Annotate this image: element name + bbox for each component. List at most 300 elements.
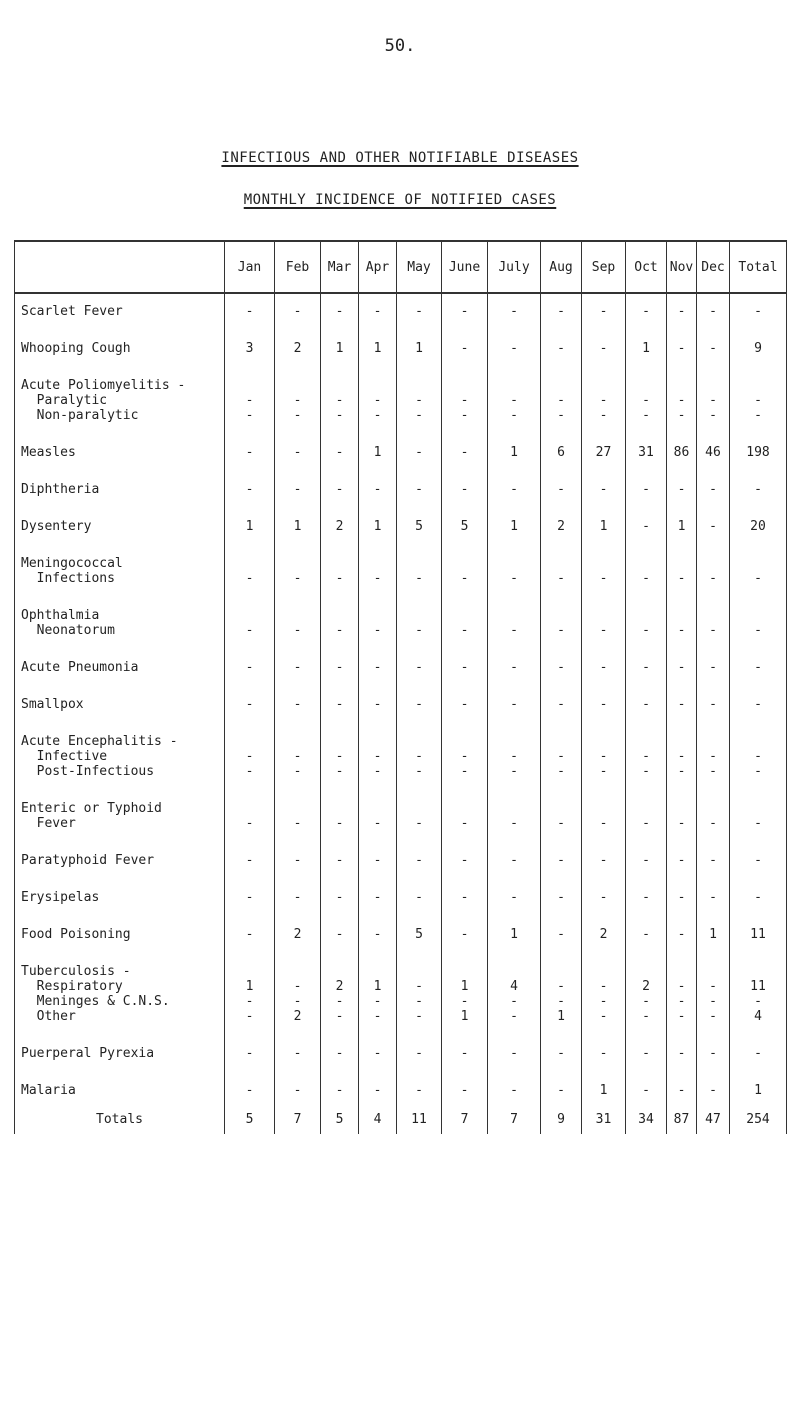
cell-nov: - — [667, 638, 697, 675]
cell-jan: - — [225, 905, 275, 942]
cell-sep — [582, 942, 626, 979]
cell-dec: - — [697, 393, 730, 408]
cell-june: - — [442, 623, 488, 638]
cell-dec: - — [697, 816, 730, 831]
cell-aug: - — [541, 393, 582, 408]
cell-total: 11 — [730, 979, 787, 994]
cell-july: 4 — [488, 979, 541, 994]
cell-apr: 1 — [359, 497, 397, 534]
cell-dec: - — [697, 571, 730, 586]
cell-total: 9 — [730, 319, 787, 356]
cell-feb: - — [275, 623, 321, 638]
cell-dec: - — [697, 675, 730, 712]
table-row — [15, 1024, 787, 1061]
cell-july — [488, 779, 541, 816]
cell-total: 1 — [730, 1061, 787, 1104]
cell-nov: - — [667, 905, 697, 942]
table-row — [15, 423, 787, 460]
cell-jan — [225, 942, 275, 979]
cell-apr: 1 — [359, 423, 397, 460]
cell-apr: - — [359, 623, 397, 638]
cell-feb: - — [275, 638, 321, 675]
disease-label: Ophthalmia — [15, 586, 225, 623]
cell-feb: - — [275, 749, 321, 764]
cell-july: - — [488, 408, 541, 423]
cell-july: - — [488, 816, 541, 831]
total-aug: 9 — [541, 1104, 582, 1134]
cell-feb — [275, 534, 321, 571]
cell-aug: - — [541, 1061, 582, 1104]
table-row — [15, 497, 787, 534]
cell-jan: - — [225, 994, 275, 1009]
cell-apr — [359, 534, 397, 571]
column-header-oct: Oct — [626, 241, 667, 293]
disease-label: Fever — [15, 816, 225, 831]
cell-may: - — [397, 460, 442, 497]
cell-dec: - — [697, 749, 730, 764]
cell-oct: - — [626, 623, 667, 638]
cell-june — [442, 356, 488, 393]
cell-jan: - — [225, 1061, 275, 1104]
document-subtitle — [0, 192, 800, 208]
table-row — [15, 749, 787, 764]
cell-may: - — [397, 675, 442, 712]
cell-july: 1 — [488, 497, 541, 534]
cell-nov: 1 — [667, 497, 697, 534]
cell-may — [397, 534, 442, 571]
cell-may: - — [397, 979, 442, 994]
disease-label: Erysipelas — [15, 868, 225, 905]
cell-aug — [541, 534, 582, 571]
cell-total: - — [730, 1024, 787, 1061]
cell-june: - — [442, 816, 488, 831]
cell-june: 5 — [442, 497, 488, 534]
cell-aug: - — [541, 816, 582, 831]
cell-total: - — [730, 764, 787, 779]
column-header-july: July — [488, 241, 541, 293]
cell-nov — [667, 712, 697, 749]
cell-nov: - — [667, 675, 697, 712]
cell-july: - — [488, 571, 541, 586]
cell-nov: - — [667, 293, 697, 319]
cell-nov: - — [667, 868, 697, 905]
cell-may: 5 — [397, 497, 442, 534]
cell-july — [488, 942, 541, 979]
cell-apr — [359, 779, 397, 816]
cell-july: - — [488, 994, 541, 1009]
cell-apr: - — [359, 749, 397, 764]
cell-total: - — [730, 638, 787, 675]
cell-may: - — [397, 831, 442, 868]
cell-may: 1 — [397, 319, 442, 356]
cell-mar — [321, 586, 359, 623]
cell-aug: - — [541, 764, 582, 779]
table-row — [15, 816, 787, 831]
disease-label: Diphtheria — [15, 460, 225, 497]
table-row — [15, 623, 787, 638]
cell-total: - — [730, 816, 787, 831]
cell-apr — [359, 942, 397, 979]
disease-label: Acute Pneumonia — [15, 638, 225, 675]
cell-nov: - — [667, 816, 697, 831]
cell-aug: - — [541, 623, 582, 638]
table-row — [15, 942, 787, 979]
cell-apr: - — [359, 675, 397, 712]
cell-may: - — [397, 816, 442, 831]
cell-feb: - — [275, 1024, 321, 1061]
cell-feb: - — [275, 393, 321, 408]
disease-label: Whooping Cough — [15, 319, 225, 356]
cell-mar: - — [321, 675, 359, 712]
column-header-dec: Dec — [697, 241, 730, 293]
header-row — [15, 241, 787, 293]
cell-july — [488, 534, 541, 571]
table-row — [15, 1009, 787, 1024]
cell-feb: 2 — [275, 319, 321, 356]
cell-apr — [359, 586, 397, 623]
cell-apr: - — [359, 1009, 397, 1024]
cell-oct — [626, 712, 667, 749]
cell-june: - — [442, 319, 488, 356]
cell-sep: - — [582, 749, 626, 764]
cell-nov: - — [667, 979, 697, 994]
table-row — [15, 1061, 787, 1104]
cell-oct: - — [626, 816, 667, 831]
table-row — [15, 638, 787, 675]
cell-jan — [225, 534, 275, 571]
cell-dec: - — [697, 979, 730, 994]
cell-oct: - — [626, 905, 667, 942]
cell-dec — [697, 586, 730, 623]
cell-july: - — [488, 460, 541, 497]
total-mar: 5 — [321, 1104, 359, 1134]
cell-july: - — [488, 293, 541, 319]
column-header-may: May — [397, 241, 442, 293]
cell-mar — [321, 942, 359, 979]
cell-dec: - — [697, 1009, 730, 1024]
cell-feb: - — [275, 423, 321, 460]
disease-label: Food Poisoning — [15, 905, 225, 942]
cell-oct: - — [626, 460, 667, 497]
cell-may: - — [397, 423, 442, 460]
cell-sep: - — [582, 1009, 626, 1024]
cell-sep: - — [582, 675, 626, 712]
cell-oct — [626, 586, 667, 623]
cell-jan: - — [225, 675, 275, 712]
cell-total: - — [730, 460, 787, 497]
cell-aug: - — [541, 319, 582, 356]
cell-apr: - — [359, 816, 397, 831]
cell-feb: - — [275, 675, 321, 712]
cell-aug: - — [541, 831, 582, 868]
cell-nov — [667, 534, 697, 571]
cell-may — [397, 942, 442, 979]
incidence-table — [14, 240, 787, 1134]
cell-total: - — [730, 994, 787, 1009]
cell-june: - — [442, 393, 488, 408]
table-row — [15, 319, 787, 356]
cell-may: - — [397, 764, 442, 779]
cell-nov: - — [667, 994, 697, 1009]
cell-dec — [697, 779, 730, 816]
cell-may: - — [397, 994, 442, 1009]
cell-oct: - — [626, 497, 667, 534]
column-header-apr: Apr — [359, 241, 397, 293]
cell-oct — [626, 534, 667, 571]
cell-mar — [321, 356, 359, 393]
cell-sep: 27 — [582, 423, 626, 460]
cell-oct: 31 — [626, 423, 667, 460]
cell-total — [730, 779, 787, 816]
totals-label: Totals — [15, 1104, 225, 1134]
cell-mar: - — [321, 571, 359, 586]
column-header-nov: Nov — [667, 241, 697, 293]
cell-oct: - — [626, 1061, 667, 1104]
cell-feb — [275, 356, 321, 393]
cell-july: - — [488, 1061, 541, 1104]
cell-total: 20 — [730, 497, 787, 534]
cell-mar: - — [321, 749, 359, 764]
cell-oct: - — [626, 764, 667, 779]
cell-july: - — [488, 831, 541, 868]
cell-july: - — [488, 1009, 541, 1024]
cell-dec: - — [697, 623, 730, 638]
cell-may: - — [397, 408, 442, 423]
cell-june: - — [442, 764, 488, 779]
disease-label: Scarlet Fever — [15, 293, 225, 319]
cell-jan — [225, 779, 275, 816]
cell-total — [730, 586, 787, 623]
cell-may: - — [397, 393, 442, 408]
cell-aug: - — [541, 571, 582, 586]
cell-mar: 2 — [321, 979, 359, 994]
cell-jan: - — [225, 749, 275, 764]
cell-june — [442, 942, 488, 979]
disease-label: Malaria — [15, 1061, 225, 1104]
disease-label: Non-paralytic — [15, 408, 225, 423]
cell-nov: - — [667, 764, 697, 779]
cell-may: - — [397, 571, 442, 586]
header-blank — [15, 241, 225, 293]
table-row — [15, 460, 787, 497]
cell-sep: - — [582, 868, 626, 905]
cell-sep: - — [582, 979, 626, 994]
cell-dec: - — [697, 638, 730, 675]
cell-may: - — [397, 623, 442, 638]
cell-total: 11 — [730, 905, 787, 942]
cell-feb: - — [275, 460, 321, 497]
cell-aug: - — [541, 868, 582, 905]
disease-label: Post-Infectious — [15, 764, 225, 779]
cell-nov: - — [667, 1009, 697, 1024]
cell-mar: - — [321, 868, 359, 905]
cell-june: - — [442, 638, 488, 675]
cell-jan: - — [225, 293, 275, 319]
cell-dec: - — [697, 1061, 730, 1104]
cell-june: - — [442, 994, 488, 1009]
cell-july — [488, 712, 541, 749]
table-row — [15, 712, 787, 749]
disease-label: Acute Poliomyelitis - — [15, 356, 225, 393]
table-row — [15, 764, 787, 779]
column-header-sep: Sep — [582, 241, 626, 293]
cell-feb: - — [275, 816, 321, 831]
cell-sep: - — [582, 393, 626, 408]
cell-oct: - — [626, 408, 667, 423]
document-title — [0, 150, 800, 166]
cell-oct: - — [626, 749, 667, 764]
cell-aug — [541, 779, 582, 816]
cell-feb — [275, 779, 321, 816]
cell-jan — [225, 356, 275, 393]
cell-aug: 6 — [541, 423, 582, 460]
cell-aug — [541, 356, 582, 393]
cell-sep — [582, 534, 626, 571]
cell-dec — [697, 534, 730, 571]
cell-dec: - — [697, 764, 730, 779]
cell-sep: - — [582, 623, 626, 638]
cell-nov: - — [667, 319, 697, 356]
cell-nov: - — [667, 831, 697, 868]
document-title-text: INFECTIOUS AND OTHER NOTIFIABLE DISEASES — [221, 150, 579, 166]
total-oct: 34 — [626, 1104, 667, 1134]
cell-feb: 1 — [275, 497, 321, 534]
cell-dec — [697, 356, 730, 393]
cell-mar — [321, 712, 359, 749]
cell-oct: - — [626, 868, 667, 905]
table-row — [15, 831, 787, 868]
cell-apr: - — [359, 764, 397, 779]
cell-apr: 1 — [359, 319, 397, 356]
cell-june — [442, 712, 488, 749]
cell-oct: - — [626, 675, 667, 712]
table-row — [15, 979, 787, 994]
cell-apr: - — [359, 408, 397, 423]
cell-aug: - — [541, 460, 582, 497]
cell-dec: - — [697, 868, 730, 905]
disease-label: Paratyphoid Fever — [15, 831, 225, 868]
cell-dec: - — [697, 319, 730, 356]
cell-sep: 1 — [582, 1061, 626, 1104]
cell-mar: - — [321, 623, 359, 638]
cell-oct: 2 — [626, 979, 667, 994]
cell-may: - — [397, 638, 442, 675]
cell-july: 1 — [488, 905, 541, 942]
cell-mar — [321, 779, 359, 816]
table-row — [15, 868, 787, 905]
cell-oct — [626, 942, 667, 979]
cell-feb — [275, 586, 321, 623]
cell-sep: 1 — [582, 497, 626, 534]
cell-nov: - — [667, 623, 697, 638]
cell-oct: - — [626, 393, 667, 408]
cell-total: - — [730, 393, 787, 408]
cell-feb: 2 — [275, 905, 321, 942]
cell-apr: - — [359, 905, 397, 942]
cell-sep: - — [582, 831, 626, 868]
table-row — [15, 293, 787, 319]
cell-total: - — [730, 408, 787, 423]
cell-jan: - — [225, 638, 275, 675]
cell-sep: - — [582, 638, 626, 675]
total-sep: 31 — [582, 1104, 626, 1134]
cell-total — [730, 942, 787, 979]
column-header-feb: Feb — [275, 241, 321, 293]
cell-june: - — [442, 1061, 488, 1104]
cell-july — [488, 356, 541, 393]
disease-label: Puerperal Pyrexia — [15, 1024, 225, 1061]
cell-apr: - — [359, 393, 397, 408]
table-row — [15, 905, 787, 942]
cell-sep — [582, 586, 626, 623]
cell-jan — [225, 586, 275, 623]
cell-aug: - — [541, 408, 582, 423]
cell-aug: - — [541, 979, 582, 994]
cell-jan: - — [225, 623, 275, 638]
cell-june: - — [442, 749, 488, 764]
cell-may: 5 — [397, 905, 442, 942]
cell-oct — [626, 779, 667, 816]
column-header-total: Total — [730, 241, 787, 293]
cell-may: - — [397, 749, 442, 764]
total-dec: 47 — [697, 1104, 730, 1134]
cell-jan: - — [225, 571, 275, 586]
cell-dec — [697, 942, 730, 979]
cell-sep — [582, 356, 626, 393]
cell-dec: - — [697, 994, 730, 1009]
column-header-aug: Aug — [541, 241, 582, 293]
cell-aug: - — [541, 905, 582, 942]
disease-label: Neonatorum — [15, 623, 225, 638]
cell-oct: - — [626, 638, 667, 675]
cell-apr: - — [359, 1061, 397, 1104]
cell-july: - — [488, 638, 541, 675]
column-header-june: June — [442, 241, 488, 293]
cell-mar: 1 — [321, 319, 359, 356]
total-july: 7 — [488, 1104, 541, 1134]
cell-aug — [541, 712, 582, 749]
cell-aug: 2 — [541, 497, 582, 534]
cell-nov — [667, 356, 697, 393]
cell-june: - — [442, 571, 488, 586]
cell-aug — [541, 586, 582, 623]
disease-label: Meninges & C.N.S. — [15, 994, 225, 1009]
cell-sep: - — [582, 764, 626, 779]
cell-mar: - — [321, 460, 359, 497]
cell-mar: - — [321, 408, 359, 423]
cell-may: - — [397, 293, 442, 319]
cell-july: - — [488, 623, 541, 638]
cell-feb: - — [275, 764, 321, 779]
cell-total: - — [730, 571, 787, 586]
cell-dec: - — [697, 408, 730, 423]
cell-oct: - — [626, 831, 667, 868]
cell-total: 198 — [730, 423, 787, 460]
cell-dec: - — [697, 497, 730, 534]
totals-row — [15, 1104, 787, 1134]
cell-dec: - — [697, 293, 730, 319]
cell-aug: - — [541, 994, 582, 1009]
total-total: 254 — [730, 1104, 787, 1134]
cell-feb: - — [275, 868, 321, 905]
total-feb: 7 — [275, 1104, 321, 1134]
disease-label: Infections — [15, 571, 225, 586]
cell-july: 1 — [488, 423, 541, 460]
table-row — [15, 571, 787, 586]
disease-label: Enteric or Typhoid — [15, 779, 225, 816]
cell-sep: - — [582, 408, 626, 423]
cell-sep: - — [582, 816, 626, 831]
